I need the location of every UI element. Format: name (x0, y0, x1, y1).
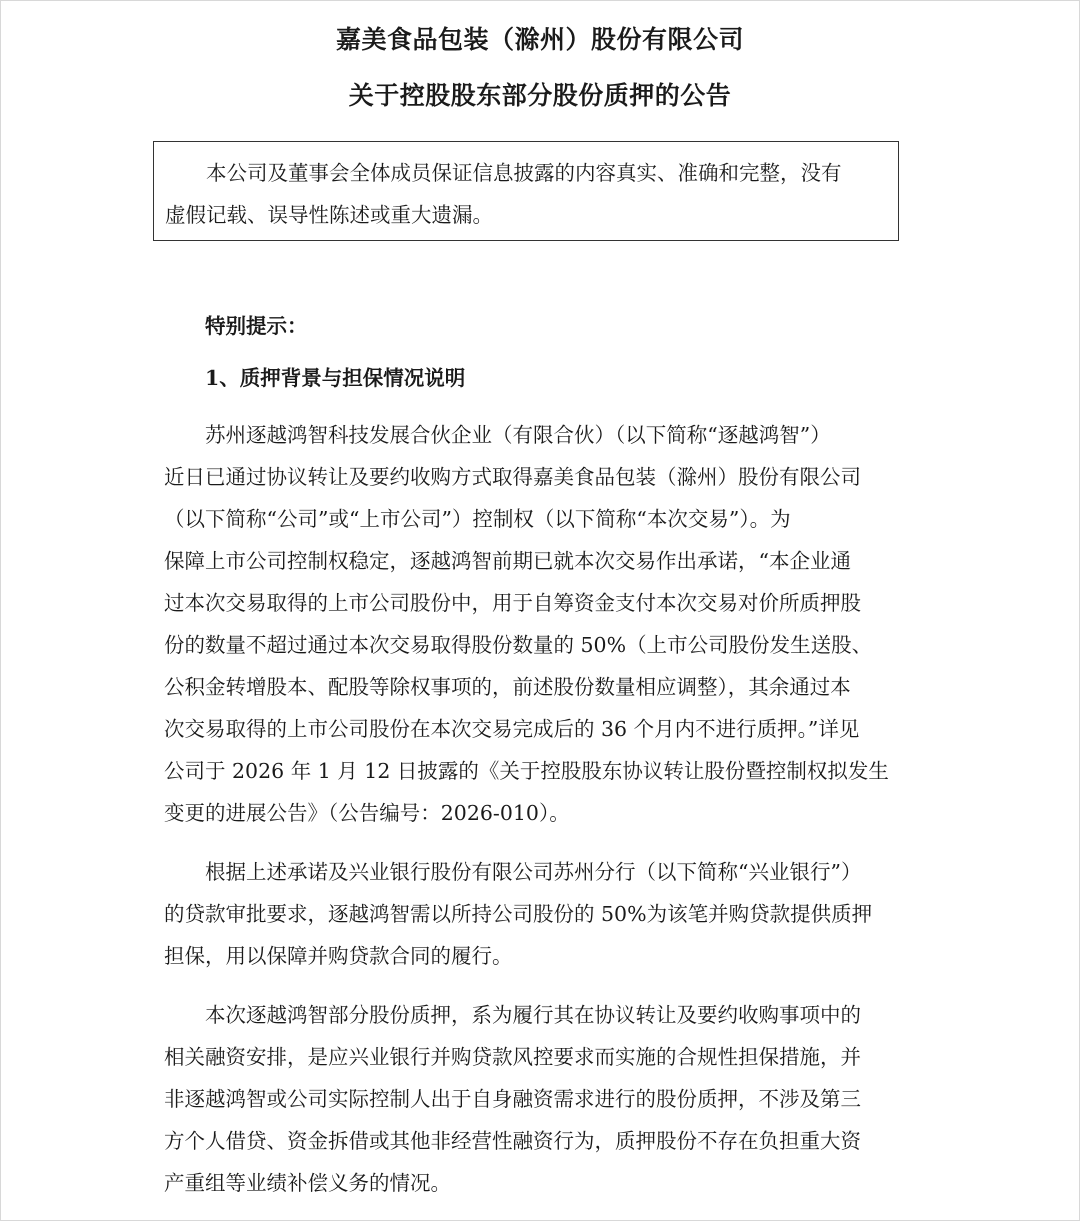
section1-heading-block (164, 357, 917, 399)
paragraph-line: （以下简称“公司”或“上市公司”）控制权（以下简称“本次交易”）。为 (164, 507, 791, 531)
paragraph-2 (164, 851, 917, 977)
paragraph-line: 保障上市公司控制权稳定，逐越鸿智前期已就本次交易作出承诺，“本企业通 (164, 549, 851, 573)
paragraph-line: 变更的进展公告》（公告编号：2026-010）。 (164, 801, 570, 825)
paragraph-3 (164, 994, 917, 1204)
paragraph-line: 苏州逐越鸿智科技发展合伙企业（有限合伙）（以下简称“逐越鸿智”） (205, 423, 831, 447)
paragraph-line: 份的数量不超过通过本次交易取得股份数量的 50%（上市公司股份发生送股、 (164, 633, 873, 657)
paragraph-line: 次交易取得的上市公司股份在本次交易完成后的 36 个月内不进行质押。”详见 (164, 717, 860, 741)
paragraph-line: 产重组等业绩补偿义务的情况。 (164, 1171, 451, 1195)
paragraph-line: 公司于 2026 年 1 月 12 日披露的《关于控股股东协议转让股份暨控制权拟发生 (164, 759, 889, 783)
paragraph-line: 公积金转增股本、配股等除权事项的，前述股份数量相应调整），其余通过本 (164, 675, 851, 699)
announcement-title: 关于控股股东部分股份质押的公告 (348, 81, 732, 110)
paragraph-line: 的贷款审批要求，逐越鸿智需以所持公司股份的 50%为该笔并购贷款提供质押 (164, 902, 873, 926)
company-title: 嘉美食品包装（滁州）股份有限公司 (335, 25, 744, 54)
paragraph-line: 本次逐越鸿智部分股份质押，系为履行其在协议转让及要约收购事项中的 (205, 1003, 861, 1027)
paragraph-line: 相关融资安排，是应兴业银行并购贷款风控要求而实施的合规性担保措施，并 (164, 1045, 861, 1069)
paragraph-line: 方个人借贷、资金拆借或其他非经营性融资行为，质押股份不存在负担重大资 (164, 1129, 861, 1153)
paragraph-line: 根据上述承诺及兴业银行股份有限公司苏州分行（以下简称“兴业银行”） (205, 860, 862, 884)
special-hint-block (164, 305, 917, 347)
section1-heading: 1、质押背景与担保情况说明 (205, 366, 466, 390)
paragraph-1 (164, 414, 917, 834)
notice-line: 本公司及董事会全体成员保证信息披露的内容真实、准确和完整，没有 (206, 161, 842, 185)
special-hint-heading: 特别提示： (205, 314, 308, 338)
notice-line: 虚假记载、误导性陈述或重大遗漏。 (165, 203, 493, 227)
paragraph-line: 近日已通过协议转让及要约收购方式取得嘉美食品包装（滁州）股份有限公司 (164, 465, 861, 489)
disclosure-notice-box (153, 141, 899, 241)
paragraph-line: 非逐越鸿智或公司实际控制人出于自身融资需求进行的股份质押，不涉及第三 (164, 1087, 861, 1111)
paragraph-line: 担保，用以保障并购贷款合同的履行。 (164, 944, 513, 968)
paragraph-line: 过本次交易取得的上市公司股份中，用于自筹资金支付本次交易对价所质押股 (164, 591, 861, 615)
